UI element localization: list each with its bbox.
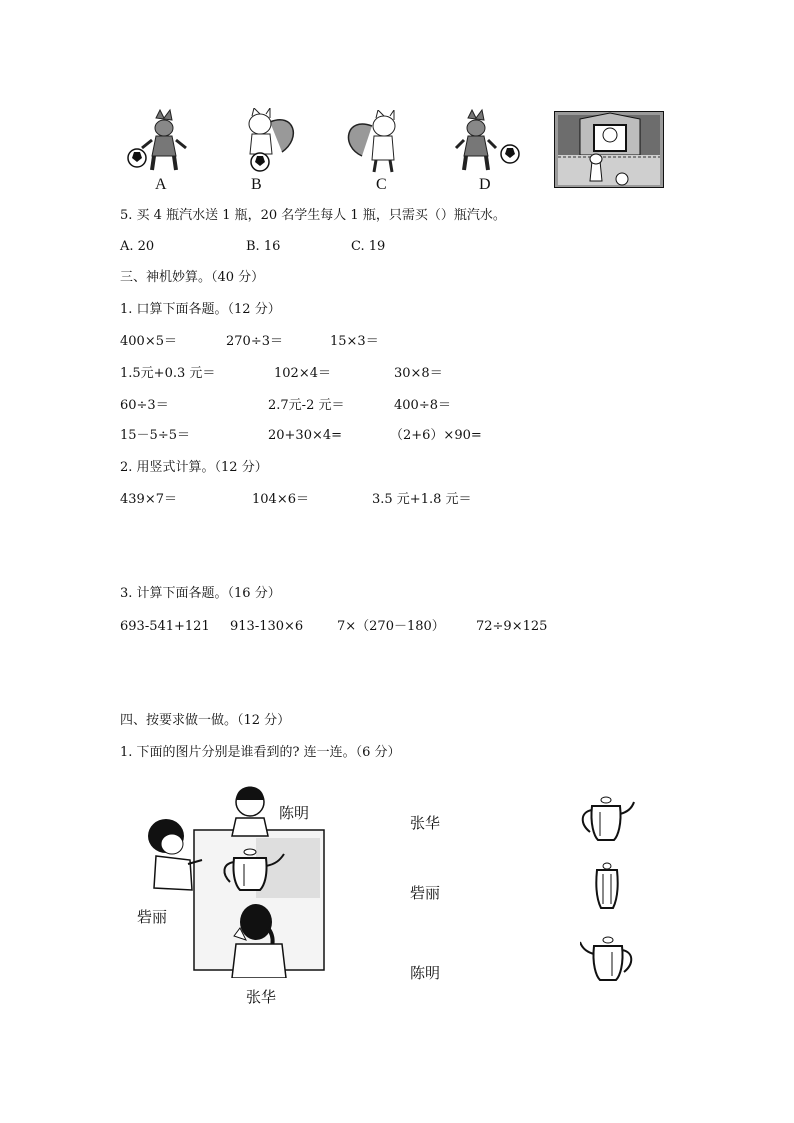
calc-item: 913-130×6 [230, 619, 304, 634]
section-4-title: 四、按要求做一做。（12 分） [120, 713, 291, 728]
option-c-picture [346, 110, 406, 174]
mental-calc-item: 400×5＝ [120, 334, 177, 349]
section-3-part-2-title: 2. 用竖式计算。（12 分） [120, 460, 268, 475]
match-name-1: 张华 [410, 814, 441, 832]
mental-calc-item: 102×4＝ [274, 366, 331, 381]
section-3-part-1-title: 1. 口算下面各题。（12 分） [120, 302, 281, 317]
calc-item: 72÷9×125 [476, 619, 548, 634]
option-c-label: C [376, 176, 387, 193]
option-d-picture [452, 108, 524, 174]
mental-calc-item: 20+30×4= [268, 428, 343, 443]
question-5-text: 5. 买 4 瓶汽水送 1 瓶，20 名学生每人 1 瓶，只需买（）瓶汽水。 [120, 208, 506, 223]
section-3-part-3-title: 3. 计算下面各题。（16 分） [120, 586, 281, 601]
mental-calc-item: （2+6）×90= [390, 428, 482, 443]
question-5-choice-b: B. 16 [246, 239, 281, 254]
mental-calc-item: 400÷8＝ [394, 398, 451, 413]
teapot-view-front [576, 794, 636, 846]
calc-item: 7×（270－180） [337, 619, 445, 634]
section-3-title: 三、神机妙算。（40 分） [120, 270, 265, 285]
mental-calc-item: 270÷3＝ [226, 334, 283, 349]
vertical-calc-item: 3.5 元+1.8 元＝ [372, 492, 472, 507]
mental-calc-item: 30×8＝ [394, 366, 443, 381]
mental-calc-item: 60÷3＝ [120, 398, 169, 413]
match-name-3: 陈明 [410, 964, 441, 982]
scene-name-left: 砦丽 [137, 908, 168, 926]
teapot-view-side [592, 862, 622, 912]
mental-calc-item: 1.5元+0.3 元＝ [120, 366, 216, 381]
vertical-calc-item: 439×7＝ [120, 492, 177, 507]
vertical-calc-item: 104×6＝ [252, 492, 309, 507]
option-d-label: D [479, 176, 491, 193]
section-4-part-1-title: 1. 下面的图片分别是谁看到的? 连一连。（6 分） [120, 745, 401, 760]
option-a-label: A [155, 176, 167, 193]
option-b-picture [236, 108, 302, 174]
option-a-picture [124, 108, 204, 174]
mental-calc-item: 15－5÷5＝ [120, 428, 190, 443]
mental-calc-item: 2.7元-2 元＝ [268, 398, 345, 413]
scene-name-bottom: 张华 [246, 988, 277, 1006]
question-5-choice-a: A. 20 [120, 239, 155, 254]
option-b-label: B [251, 176, 262, 193]
mental-calc-item: 15×3＝ [330, 334, 379, 349]
window-scene-picture [554, 111, 664, 188]
calc-item: 693-541+121 [120, 619, 210, 634]
scene-name-top: 陈明 [279, 804, 310, 822]
teapot-view-back [580, 934, 636, 986]
match-name-2: 砦丽 [410, 884, 441, 902]
question-5-choice-c: C. 19 [351, 239, 386, 254]
